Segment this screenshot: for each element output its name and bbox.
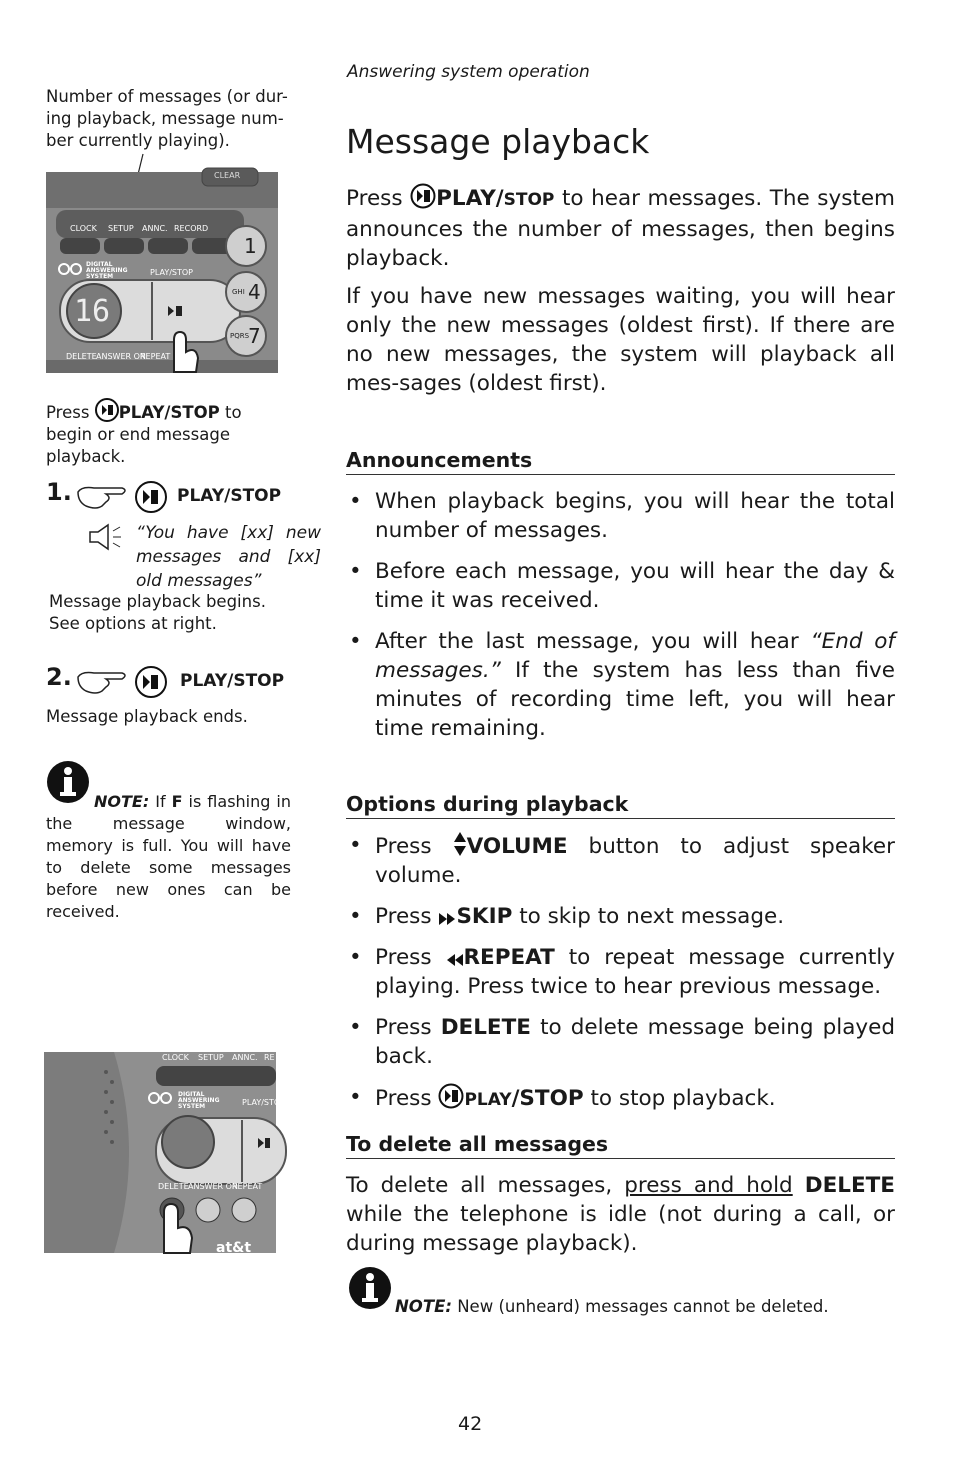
list-item: • After the last message, you will hear “End of messages.” If the system has less than five minutes of recording time left, you will hear time remaining. <box>346 627 895 743</box>
hand-press-icon <box>76 665 132 695</box>
volume-updown-icon <box>453 831 467 857</box>
step-1-key: PLAY/STOP <box>177 486 282 506</box>
list-item: • Press SKIP to skip to next message. <box>346 902 895 931</box>
step-1-description: Message playback begins. See options at right. <box>49 592 266 633</box>
list-item: • Press REPEAT to repeat message currently playing. Press twice to hear previous message. <box>346 943 895 1001</box>
play-stop-icon <box>410 183 436 209</box>
step-1-number: 1. <box>46 478 72 506</box>
section-header: Answering system operation <box>347 62 590 82</box>
skip-icon <box>438 911 456 927</box>
list-item: • Press PLAY/STOP to stop playback. <box>346 1083 895 1115</box>
play-stop-label: PLAY/STOP <box>242 1098 285 1107</box>
intro-paragraph-2: If you have new messages waiting, you will hear only the new messages (oldest first). If there are no new messages, the system will playback all mes-sages (oldest first). <box>346 284 895 396</box>
hand-press-icon <box>76 480 132 510</box>
das-logo-text: DIGITAL ANSWERING SYSTEM <box>178 1091 220 1110</box>
announcements-heading: Announcements <box>346 448 895 475</box>
list-item: • Press VOLUME button to adjust speaker volume. <box>346 831 895 890</box>
repeat-label: REPEAT <box>232 1182 263 1191</box>
step-2-number: 2. <box>46 663 72 691</box>
das-logo-text: DIGITAL ANSWERING SYSTEM <box>86 261 128 280</box>
play-stop-icon <box>95 398 119 422</box>
clear-button-label: CLEAR <box>214 171 241 180</box>
answer-on-label: ANSWER ON <box>96 352 146 361</box>
clock-button-label: CLOCK <box>162 1053 189 1062</box>
memory-full-note: NOTE: If F is flashing in the message window, memory is full. You will have to delete some messages before new ones can be received. <box>46 792 291 921</box>
key-1: 1 <box>244 234 257 258</box>
options-list <box>346 831 895 1127</box>
delete-all-paragraph: To delete all messages, press and hold DELETE while the telephone is idle (not during a call, or during message playback). <box>346 1173 895 1256</box>
delete-label: DELETE <box>158 1182 189 1191</box>
unheard-note: NOTE: New (unheard) messages cannot be deleted. <box>395 1297 829 1316</box>
list-item: • When playback begins, you will hear the total number of messages. <box>346 487 895 545</box>
repeat-icon <box>446 952 464 968</box>
step-2-key: PLAY/STOP <box>180 671 285 691</box>
press-caption: Press PLAY/STOP to begin or end message playback. <box>46 398 286 468</box>
answering-system-photo <box>46 172 278 373</box>
page-title: Message playback <box>346 122 650 161</box>
answer-on-label: ANSWER ON <box>188 1182 238 1191</box>
step-1-announcement: “You have [xx] new messages and [xx] old messages” <box>136 523 321 591</box>
display-callout: Number of messages (or dur-ing playback, message num-ber currently playing). <box>46 87 288 150</box>
list-item: • Before each message, you will hear the day & time it was received. <box>346 557 895 615</box>
key-7-letters: PQRS <box>230 332 250 340</box>
play-stop-label: PLAY/STOP <box>150 268 193 277</box>
options-heading: Options during playback <box>346 792 895 819</box>
record-button-label: RE <box>264 1053 275 1062</box>
setup-button-label: SETUP <box>108 224 134 233</box>
key-4-letters: GHI <box>232 288 245 296</box>
step-2-description: Message playback ends. <box>46 707 248 726</box>
annc-button-label: ANNC. <box>142 224 168 233</box>
delete-all-heading: To delete all messages <box>346 1132 895 1159</box>
announcements-list <box>346 487 895 755</box>
setup-button-label: SETUP <box>198 1053 224 1062</box>
delete-label: DELETE <box>66 352 97 361</box>
play-stop-icon <box>134 665 168 699</box>
play-stop-icon <box>438 1083 464 1109</box>
speaker-icon <box>86 522 124 552</box>
play-stop-icon <box>134 480 168 514</box>
key-7: 7 <box>248 324 261 348</box>
intro-paragraph-1: Press PLAY/STOP to hear messages. The system announces the number of messages, then begins playback. <box>346 183 895 273</box>
delete-button-photo <box>44 1052 285 1256</box>
clock-button-label: CLOCK <box>70 224 97 233</box>
brand-logo-text: at&t <box>216 1240 252 1256</box>
key-4: 4 <box>248 280 261 304</box>
delete-button-graphic <box>44 1052 276 1253</box>
page-number: 42 <box>458 1413 483 1435</box>
repeat-label: REPEAT <box>140 352 171 361</box>
list-item: • Press DELETE to delete message being played back. <box>346 1013 895 1071</box>
info-icon <box>348 1266 392 1310</box>
record-button-label: RECORD <box>174 224 209 233</box>
annc-button-label: ANNC. <box>232 1053 258 1062</box>
message-count-display: 16 <box>74 294 111 329</box>
